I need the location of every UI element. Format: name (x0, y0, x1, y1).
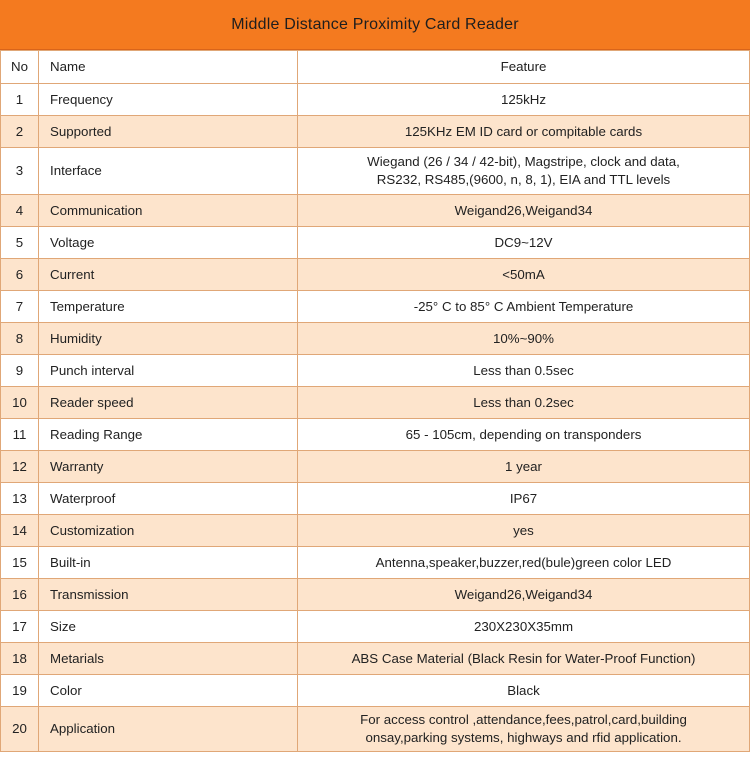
table-row (1, 419, 750, 451)
row-number: 13 (1, 483, 39, 515)
table-row (1, 355, 750, 387)
row-name: Customization (39, 515, 298, 547)
row-name: Voltage (39, 227, 298, 259)
feature-line: Wiegand (26 / 34 / 42-bit), Magstripe, clock and data, (367, 154, 680, 169)
row-feature (298, 547, 750, 579)
feature-line: Black (507, 682, 540, 698)
feature-line: Less than 0.2sec (473, 394, 574, 410)
table-row (1, 387, 750, 419)
table-row (1, 707, 750, 752)
row-number: 11 (1, 419, 39, 451)
table-row (1, 323, 750, 355)
row-feature (298, 515, 750, 547)
row-name: Current (39, 259, 298, 291)
feature-line: 10%~90% (493, 330, 554, 346)
row-name: Metarials (39, 643, 298, 675)
feature-line: onsay,parking systems, highways and rfid application. (365, 730, 682, 745)
row-feature (298, 227, 750, 259)
row-name: Communication (39, 195, 298, 227)
row-number: 4 (1, 195, 39, 227)
row-number: 7 (1, 291, 39, 323)
row-feature (298, 675, 750, 707)
row-number: 8 (1, 323, 39, 355)
table-row (1, 84, 750, 116)
feature-line: 125kHz (500, 91, 547, 107)
feature-line: yes (513, 522, 534, 538)
feature-line: Weigand26,Weigand34 (454, 202, 593, 218)
row-name: Color (39, 675, 298, 707)
row-feature (298, 707, 750, 752)
table-row (1, 611, 750, 643)
table-row (1, 579, 750, 611)
row-name: Built-in (39, 547, 298, 579)
row-name: Temperature (39, 291, 298, 323)
row-feature (298, 291, 750, 323)
feature-line: <50mA (502, 266, 545, 282)
table-row (1, 643, 750, 675)
table-row (1, 483, 750, 515)
table-row (1, 675, 750, 707)
feature-line: DC9~12V (494, 234, 553, 250)
feature-line: ABS Case Material (Black Resin for Water-Proof Function) (351, 650, 696, 666)
row-number: 17 (1, 611, 39, 643)
feature-line: 1 year (505, 458, 542, 474)
table-row (1, 116, 750, 148)
feature-line: 230X230X35mm (473, 618, 574, 634)
row-name: Application (39, 707, 298, 752)
row-number: 1 (1, 84, 39, 116)
page-title: Middle Distance Proximity Card Reader (231, 15, 519, 33)
feature-line: For access control ,attendance,fees,patrol,card,building (360, 712, 687, 727)
table-header-row (1, 51, 750, 84)
feature-line: 65 - 105cm, depending on transponders (405, 426, 642, 442)
row-number: 6 (1, 259, 39, 291)
table-row (1, 291, 750, 323)
row-number: 16 (1, 579, 39, 611)
feature-line: IP67 (509, 490, 538, 506)
table-row (1, 195, 750, 227)
row-number: 20 (1, 707, 39, 752)
row-name: Frequency (39, 84, 298, 116)
row-feature (298, 323, 750, 355)
header-name: Name (39, 51, 298, 84)
feature-line: Weigand26,Weigand34 (454, 586, 593, 602)
row-name: Warranty (39, 451, 298, 483)
row-number: 2 (1, 116, 39, 148)
spec-table (0, 50, 750, 752)
table-row (1, 515, 750, 547)
row-feature (298, 451, 750, 483)
row-feature (298, 579, 750, 611)
table-row (1, 547, 750, 579)
row-name: Supported (39, 116, 298, 148)
row-name: Waterproof (39, 483, 298, 515)
row-feature (298, 419, 750, 451)
row-feature (298, 611, 750, 643)
row-feature (298, 116, 750, 148)
row-feature (298, 84, 750, 116)
row-number: 14 (1, 515, 39, 547)
row-feature (298, 355, 750, 387)
row-name: Punch interval (39, 355, 298, 387)
row-name: Humidity (39, 323, 298, 355)
table-body (1, 84, 750, 752)
row-name: Interface (39, 148, 298, 195)
table-row (1, 227, 750, 259)
row-name: Reader speed (39, 387, 298, 419)
row-number: 12 (1, 451, 39, 483)
title-banner (0, 0, 750, 50)
feature-line: 125KHz EM ID card or compitable cards (404, 123, 643, 139)
row-number: 15 (1, 547, 39, 579)
row-number: 9 (1, 355, 39, 387)
feature-line: RS232, RS485,(9600, n, 8, 1), EIA and TTL levels (376, 172, 671, 187)
table-row (1, 451, 750, 483)
feature-line: -25° C to 85° C Ambient Temperature (413, 298, 634, 314)
row-name: Transmission (39, 579, 298, 611)
row-number: 19 (1, 675, 39, 707)
row-number: 5 (1, 227, 39, 259)
header-no: No (1, 51, 39, 84)
row-number: 18 (1, 643, 39, 675)
row-feature (298, 483, 750, 515)
row-feature (298, 148, 750, 195)
row-name: Reading Range (39, 419, 298, 451)
table-row (1, 148, 750, 195)
row-number: 10 (1, 387, 39, 419)
row-feature (298, 387, 750, 419)
row-feature (298, 259, 750, 291)
table-row (1, 259, 750, 291)
feature-line: Antenna,speaker,buzzer,red(bule)green color LED (375, 554, 672, 570)
row-number: 3 (1, 148, 39, 195)
row-name: Size (39, 611, 298, 643)
feature-line: Less than 0.5sec (473, 362, 574, 378)
row-feature (298, 195, 750, 227)
header-feature: Feature (298, 51, 750, 84)
row-feature (298, 643, 750, 675)
